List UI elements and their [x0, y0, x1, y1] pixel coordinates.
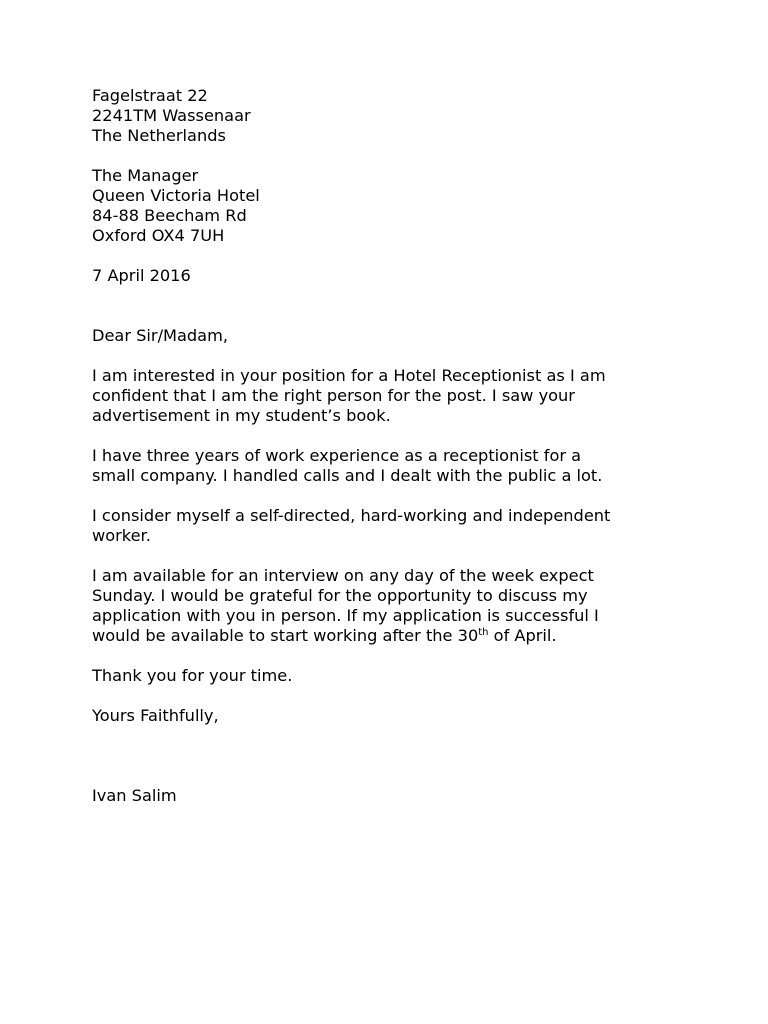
paragraph-line: I consider myself a self-directed, hard-working and independent [92, 506, 611, 525]
paragraph-3 [92, 506, 692, 546]
thanks-line: Thank you for your time. [92, 666, 293, 685]
paragraph-line: I am available for an interview on any day of the week expect [92, 566, 594, 585]
text-before-superscript: would be available to start working after the 30 [92, 626, 479, 645]
paragraph-line: I am interested in your position for a Hotel Receptionist as I am [92, 366, 606, 385]
recipient-address-line: 84-88 Beecham Rd [92, 206, 247, 225]
sender-address-line: Fagelstraat 22 [92, 86, 208, 105]
sender-address-line: 2241TM Wassenaar [92, 106, 251, 125]
signature-name: Ivan Salim [92, 786, 177, 805]
recipient-address-line: Oxford OX4 7UH [92, 226, 225, 245]
paragraph-line-last [92, 626, 692, 646]
paragraph-line: worker. [92, 526, 151, 545]
paragraph-1 [92, 366, 692, 426]
paragraph-line: application with you in person. If my application is successful I [92, 606, 599, 625]
paragraph-line: confident that I am the right person for the post. I saw your [92, 386, 575, 405]
sender-address-line: The Netherlands [92, 126, 226, 145]
salutation: Dear Sir/Madam, [92, 326, 229, 345]
recipient-address-line: Queen Victoria Hotel [92, 186, 260, 205]
ordinal-superscript: th [478, 627, 489, 638]
recipient-address-line: The Manager [92, 166, 199, 185]
letter-date: 7 April 2016 [92, 266, 191, 285]
recipient-address [92, 166, 692, 246]
letter-body [92, 86, 692, 806]
text-after-superscript: of April. [488, 626, 557, 645]
paragraph-4 [92, 566, 692, 646]
paragraph-line: I have three years of work experience as a receptionist for a [92, 446, 582, 465]
paragraph-line: small company. I handled calls and I dealt with the public a lot. [92, 466, 603, 485]
closing: Yours Faithfully, [92, 706, 219, 725]
paragraph-line: Sunday. I would be grateful for the opportunity to discuss my [92, 586, 588, 605]
paragraph-line: advertisement in my student’s book. [92, 406, 391, 425]
paragraph-2 [92, 446, 692, 486]
sender-address [92, 86, 692, 146]
